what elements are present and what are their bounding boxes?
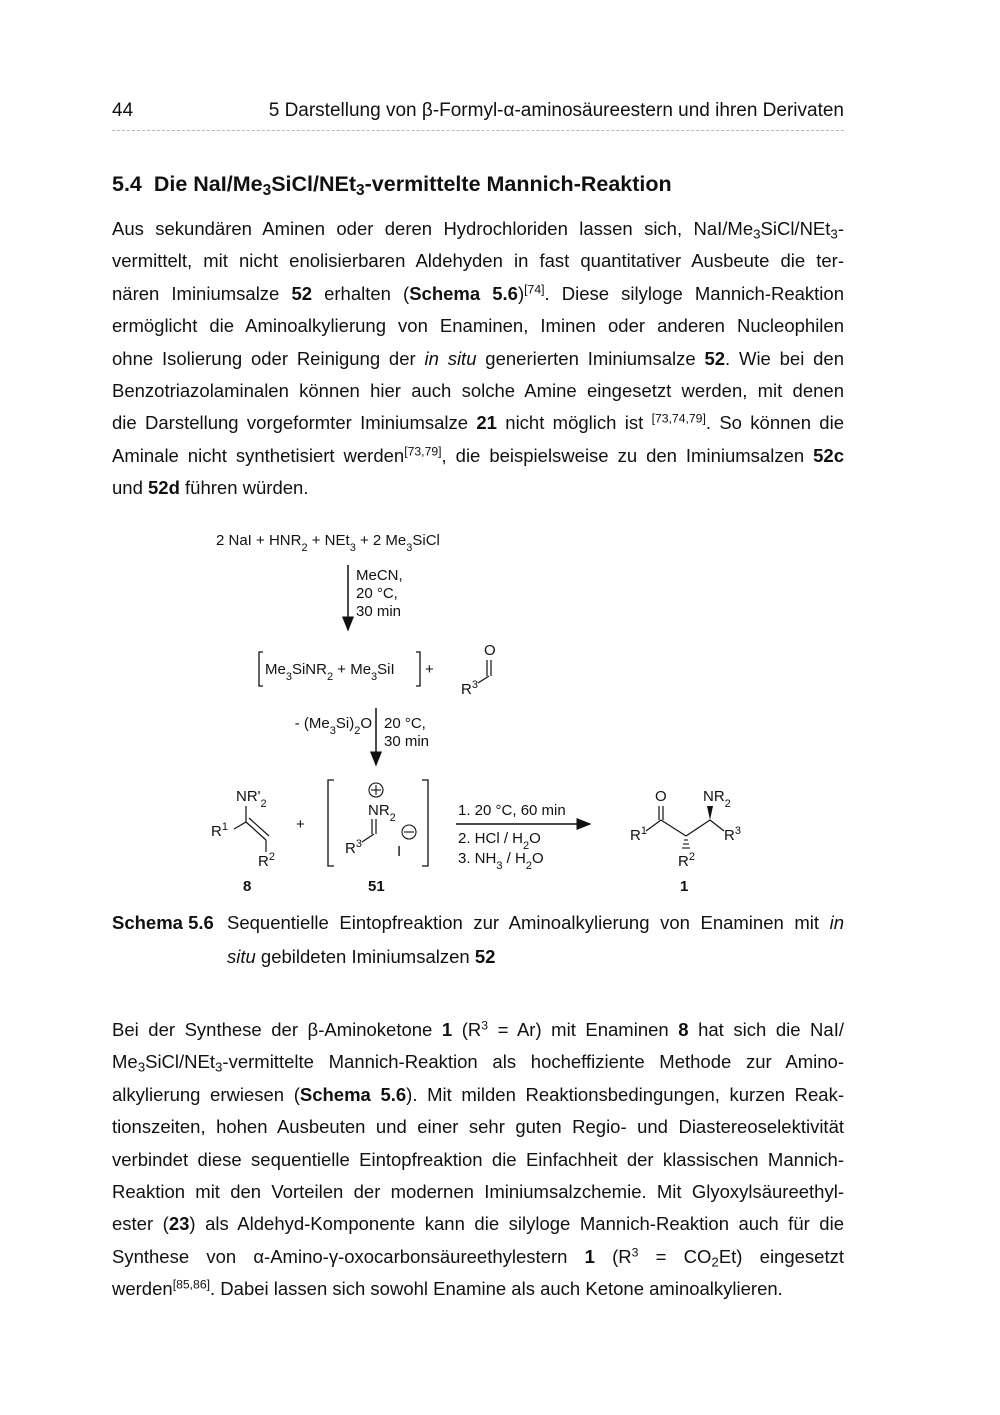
subscript: 3 (137, 1059, 146, 1075)
text: -vermittelte Mannich-Reaktion als hocheffiziente Methode zur Amino- (222, 1051, 844, 1073)
subscript: 3 (753, 226, 761, 242)
bracket-right (416, 652, 420, 686)
compound-ref: 21 (476, 412, 497, 434)
text: . Diese silyloge Mannich-Reaktion (544, 282, 844, 304)
text-line (112, 278, 844, 310)
text: alkylierung erwiesen ( (112, 1083, 300, 1105)
compound-label-1: 1 (680, 878, 689, 895)
text-line: vermittelt, mit nicht enolisierbaren Aldehyden in fast quantitativer Ausbeute die ter- (112, 250, 844, 272)
text-line: ermöglicht die Aminoalkylierung von Enaminen, Iminen oder anderen Nucleophilen (112, 315, 844, 337)
wedge-bond (707, 806, 713, 820)
scheme-ref: Schema 5.6 (409, 282, 518, 304)
iodide: I (397, 843, 402, 860)
text: SiCl/NEt (760, 218, 831, 239)
condition-text: 30 min (384, 733, 430, 750)
text: - (837, 218, 844, 239)
compound-ref: 52c (813, 444, 845, 466)
product-oxygen: O (655, 788, 667, 805)
paragraph-2 (112, 1014, 844, 1306)
text: . Dabei lassen sich sowohl Enamine als auch Ketone aminoalkylieren. (210, 1278, 783, 1300)
text: nären Iminiumsalze (112, 282, 292, 304)
italic-text: in (829, 912, 844, 933)
text-line (112, 1208, 844, 1240)
section-number: 5.4 (112, 172, 142, 196)
running-header (112, 98, 844, 131)
condition-text: 3. $NH_3 / H_2O$ (458, 850, 544, 872)
enamine-nr2: $NR'_2$ (236, 788, 267, 810)
enamine-bond (234, 822, 246, 829)
scheme-ref: Schema 5.6 (299, 1083, 407, 1105)
reagents-line: 2 NaI + $HNR_2 + NEt_3 + 2$ $Me_3SiCl$ (216, 532, 440, 554)
reaction-scheme (0, 520, 1000, 900)
subscript: 3 (830, 226, 838, 242)
title-sub: 3 (356, 181, 365, 199)
enamine-r2: $R^2$ (258, 851, 275, 870)
product-bond (686, 820, 710, 836)
text: Aminale nicht synthetisiert werden (112, 444, 405, 466)
iminium-nr2: $NR_2$ (368, 802, 396, 824)
subscript: 3 (215, 1059, 223, 1075)
text-line (112, 1046, 844, 1078)
compound-ref: 1 (584, 1245, 595, 1267)
iminium-bond (362, 834, 374, 842)
text: , die beispielsweise zu den Iminiumsalzen (441, 444, 814, 466)
aldehyde-r3: $R^3$ (461, 679, 478, 698)
text: ester ( (112, 1213, 169, 1235)
superscript: 3 (631, 1245, 639, 1260)
text: werden (112, 1278, 173, 1300)
text-line: Reaktion mit den Vorteilen der modernen Iminiumsalzchemie. Mit Glyoxylsäureethyl- (112, 1180, 844, 1202)
bracket-right (422, 780, 428, 866)
text-line (112, 440, 844, 472)
product-r1: $R^1$ (630, 825, 647, 844)
text-line: tionszeiten, hohen Ausbeuten und einer sehr guten Regio- und Diastereoselektivität (112, 1116, 844, 1138)
text-line (112, 213, 844, 245)
compound-ref: 52 (704, 347, 726, 369)
text: Synthese von α-Amino-γ-oxocarbonsäureethylestern (112, 1245, 585, 1267)
running-title: 5 Darstellung von β-Formyl-α-aminosäureestern und ihren Derivaten (268, 100, 844, 121)
product-nr2: $NR_2$ (703, 788, 731, 810)
section-title-text (154, 172, 672, 197)
text-line: Benzotriazolaminalen können hier auch solche Amine eingesetzt werden, mit denen (112, 379, 844, 401)
italic-text: in situ (424, 347, 477, 369)
text: erhalten ( (312, 282, 410, 304)
italic-text: situ (227, 946, 256, 967)
product-bond (646, 820, 661, 831)
bracket-left (259, 652, 263, 686)
caption-label: Schema 5.6 (112, 912, 214, 933)
citation: [73,79] (404, 444, 442, 459)
compound-ref: 52 (474, 946, 496, 967)
text: die Darstellung vorgeformter Iminiumsalze (112, 412, 477, 434)
text-line (112, 1079, 844, 1111)
product-r2: $R^2$ (678, 851, 695, 870)
text: Sequentielle Eintopfreaktion zur Aminoalkylierung von Enaminen mit (227, 912, 830, 933)
aldehyde-bond (478, 676, 489, 683)
text: führen würden. (179, 477, 309, 499)
text: Et) eingesetzt (718, 1245, 844, 1267)
condition-text: 20 °C, (384, 715, 426, 732)
paragraph-1 (112, 213, 844, 505)
text: . So können die (705, 412, 844, 434)
text: gebildeten Iminiumsalzen (255, 946, 475, 967)
compound-ref: 23 (168, 1213, 190, 1235)
text: Bei der Synthese der β-Aminoketone (112, 1019, 442, 1040)
text: generierten Iminiumsalze (476, 347, 705, 369)
text: Aus sekundären Aminen oder deren Hydrochloriden lassen sich, NaI/Me (112, 218, 754, 239)
citation: [85,86] (172, 1277, 211, 1292)
compound-label-51: 51 (368, 878, 385, 895)
product-r3: $R^3$ (724, 825, 741, 844)
text: hat sich die NaI/ (688, 1019, 844, 1040)
scheme-drawing (0, 520, 1000, 900)
title-part: SiCl/NEt (271, 172, 357, 196)
iminium-r3: $R^3$ (345, 838, 362, 857)
condition-text: 2. HCl / $H_2O$ (458, 830, 541, 852)
text-line (112, 472, 844, 504)
text: . Wie bei den (725, 347, 845, 369)
text: ) (517, 282, 525, 304)
bracket-left (328, 780, 334, 866)
intermediate-text: $Me_3SiNR_2 + Me_3SiI$ (265, 661, 395, 683)
text: ). Mit milden Reaktionsbedingungen, kurzen Reak- (406, 1083, 844, 1105)
product-bond (710, 820, 724, 831)
text-line (112, 343, 844, 375)
text: = CO (638, 1245, 712, 1267)
text: (R (452, 1019, 482, 1040)
title-sub: 3 (262, 181, 272, 199)
compound-ref: 1 (441, 1019, 453, 1040)
text-line: verbindet diese sequentielle Eintopfreaktion die Einfachheit der klassischen Mannich- (112, 1148, 844, 1170)
text: nicht möglich ist (496, 412, 652, 434)
text: SiCl/NEt (145, 1051, 216, 1073)
title-part: Die NaI/Me (153, 172, 263, 196)
text-line (112, 1241, 844, 1273)
title-part: -vermittelte Mannich-Reaktion (364, 172, 672, 196)
citation: [73,74,79] (651, 411, 706, 426)
text: ) als Aldehyd-Komponente kann die silyloge Mannich-Reaktion auch für die (189, 1213, 844, 1235)
condition-text: MeCN, (356, 567, 403, 584)
compound-ref: 52 (291, 282, 313, 304)
compound-ref: 52d (148, 477, 180, 499)
product-bond (661, 820, 686, 836)
subscript: 2 (711, 1254, 719, 1270)
page-number: 44 (112, 100, 134, 121)
text: ohne Isolierung oder Reinigung der (112, 347, 425, 369)
text: und (112, 477, 149, 499)
condition-text: 20 °C, (356, 585, 398, 602)
text-line (112, 1273, 844, 1305)
text: = Ar) mit Enaminen (488, 1019, 679, 1040)
text-line (112, 1014, 844, 1046)
plus-sign: + (425, 661, 434, 678)
hashed-bond (682, 840, 690, 848)
enamine-r1: $R^1$ (211, 821, 228, 840)
condition-text: 30 min (356, 603, 402, 620)
compound-label-8: 8 (243, 878, 252, 895)
citation: [74] (524, 282, 545, 297)
compound-ref: 8 (678, 1019, 689, 1040)
section-title (112, 172, 672, 197)
condition-text: 1. 20 °C, 60 min (458, 802, 566, 819)
plus-sign: + (296, 816, 305, 833)
text: Me (112, 1051, 138, 1073)
elimination-text: - $(Me_3Si)_2O$ (294, 715, 372, 737)
text-line (112, 407, 844, 439)
caption-line (227, 946, 495, 968)
aldehyde-oxygen: O (484, 642, 496, 659)
caption-line (227, 912, 844, 934)
superscript: 3 (481, 1018, 489, 1033)
text: (R (594, 1245, 632, 1267)
